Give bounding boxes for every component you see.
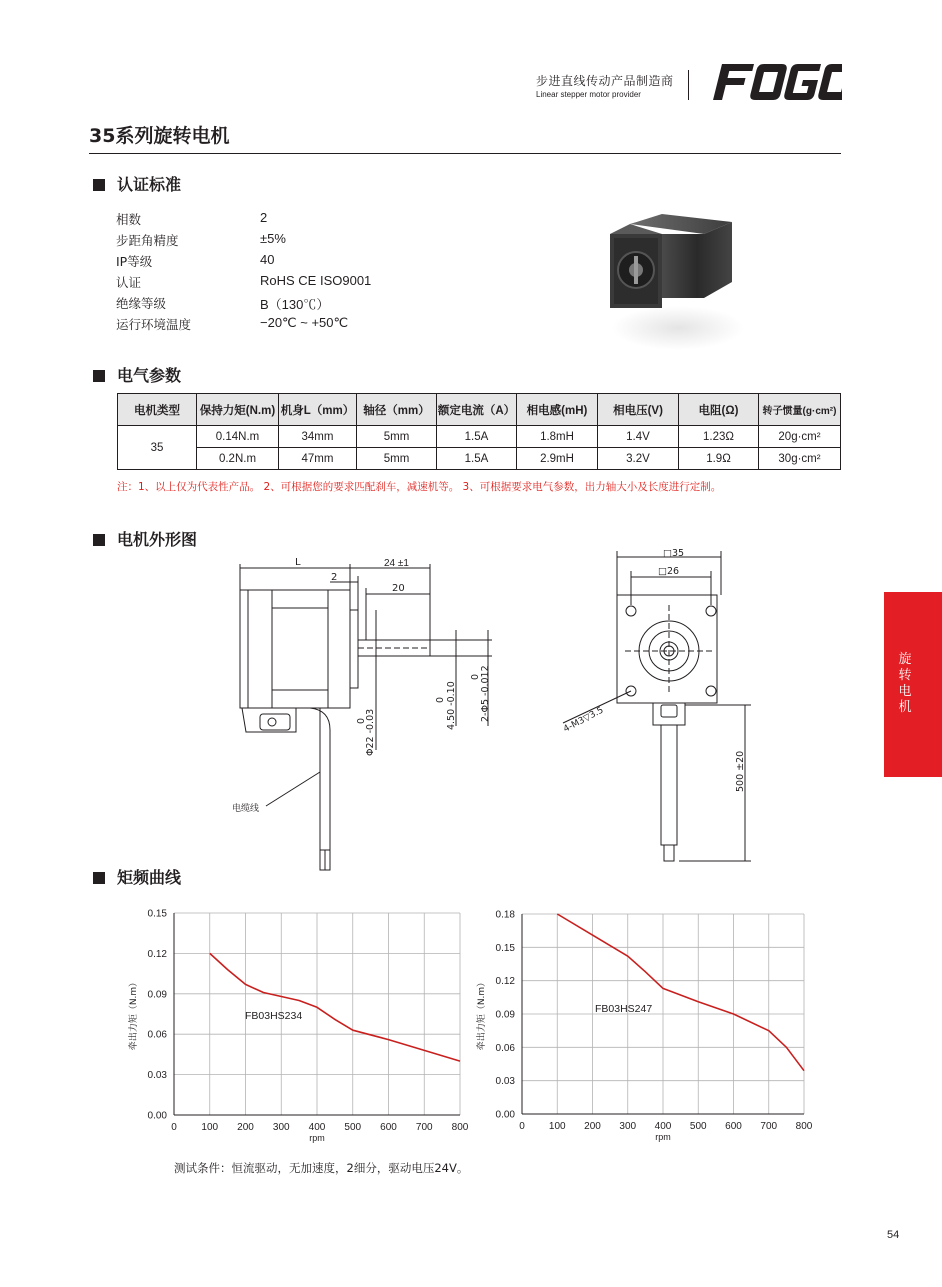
x-tick-label: 600	[725, 1121, 742, 1132]
y-tick-label: 0.00	[147, 1110, 167, 1122]
y-axis-title: 牵出力矩（N.m）	[477, 977, 487, 1051]
x-tick-label: 800	[795, 1121, 813, 1132]
table-cell: 20g·cm²	[759, 426, 841, 448]
y-tick-label: 0.00	[495, 1109, 515, 1121]
section-heading-electrical-text: 电气参数	[117, 366, 182, 385]
dim-label-35: □35	[663, 548, 685, 559]
test-conditions: 测试条件：恒流驱动，无加速度，2细分，驱动电压24V。	[174, 1161, 469, 1175]
electrical-note: 注：1、以上仅为代表性产品。 2、可根据您的要求匹配刹车，减速机等。 3、可根据要求电气参数，出力轴大小及长度进行定制。	[117, 481, 722, 493]
y-tick-label: 0.12	[147, 948, 167, 960]
spec-label-certification: 认证	[116, 275, 142, 290]
x-tick-label: 200	[584, 1121, 601, 1132]
section-heading-curves	[93, 865, 181, 888]
table-cell: 0.14N.m	[197, 426, 279, 448]
y-tick-label: 0.09	[147, 989, 167, 1001]
torque-chart-fb03hs247	[470, 902, 830, 1152]
y-tick-label: 0.06	[495, 1042, 515, 1054]
header-divider	[688, 70, 689, 100]
section-heading-outline	[93, 527, 197, 550]
table-cell: 1.4V	[598, 426, 679, 448]
cable-label: 电缆线	[232, 804, 260, 814]
series-line	[210, 953, 460, 1061]
x-tick-label: 200	[237, 1122, 254, 1133]
table-cell: 3.2V	[598, 448, 679, 470]
section-heading-outline-text: 电机外形图	[117, 530, 198, 549]
table-header-cell: 机身L（mm）	[279, 394, 357, 426]
x-tick-label: 100	[201, 1122, 219, 1133]
section-heading-cert-text: 认证标准	[117, 175, 182, 194]
x-axis-title: rpm	[309, 1133, 325, 1143]
table-cell: 1.8mH	[517, 426, 598, 448]
dim-label-shaft: 2-Φ5 -0.012	[480, 665, 491, 722]
table-header-cell: 额定电流（A）	[437, 394, 517, 426]
square-bullet-icon	[93, 872, 105, 884]
section-heading-electrical	[93, 363, 181, 386]
dim-label-holes: 4-M3▽3.5	[562, 705, 606, 735]
dim-label-L: L	[295, 557, 301, 568]
x-tick-label: 700	[760, 1121, 778, 1132]
table-row	[118, 426, 841, 448]
y-tick-label: 0.18	[495, 909, 515, 921]
x-axis-title: rpm	[655, 1132, 671, 1142]
spec-label-insulation: 绝缘等级	[116, 296, 167, 311]
motor-product-image	[600, 212, 748, 354]
section-heading-curves-text: 矩频曲线	[117, 868, 182, 887]
spec-label-phases: 相数	[116, 212, 142, 227]
table-cell: 1.23Ω	[679, 426, 759, 448]
x-tick-label: 100	[548, 1121, 566, 1132]
table-header-cell: 相电感(mH)	[517, 394, 598, 426]
spec-value-certification: RoHS CE ISO9001	[260, 273, 372, 288]
y-tick-label: 0.06	[147, 1029, 167, 1041]
table-cell: 5mm	[357, 448, 437, 470]
table-header-cell: 轴径（mm）	[357, 394, 437, 426]
torque-chart-fb03hs234	[100, 900, 480, 1150]
table-header-cell: 保持力矩(N.m)	[197, 394, 279, 426]
section-heading-cert	[93, 172, 181, 195]
dim-label-shaft-tol: 0	[470, 673, 481, 680]
spec-label-step-accuracy: 步距角精度	[116, 233, 179, 248]
brand-tagline-en: Linear stepper motor provider	[536, 90, 641, 99]
x-tick-label: 0	[171, 1122, 177, 1133]
electrical-params-table	[117, 393, 841, 470]
table-cell: 5mm	[357, 426, 437, 448]
dim-label-20: 20	[392, 583, 405, 594]
table-cell: 47mm	[279, 448, 357, 470]
table-header-cell: 转子惯量(g·cm²)	[759, 394, 841, 426]
table-cell: 1.5A	[437, 426, 517, 448]
x-tick-label: 500	[689, 1121, 707, 1132]
category-side-tab-label: 旋转电机	[898, 652, 912, 715]
front-view-drawing	[555, 545, 755, 865]
table-header-cell: 相电压(V)	[598, 394, 679, 426]
dim-label-26: □26	[658, 566, 680, 577]
series-label: FB03HS247	[595, 1003, 653, 1015]
spec-value-ip-rating: 40	[260, 252, 275, 267]
brand-tagline-cn: 步进直线传动产品制造商	[536, 74, 674, 88]
table-cell: 1.9Ω	[679, 448, 759, 470]
x-tick-label: 300	[272, 1122, 290, 1133]
spec-label-ambient-temp: 运行环境温度	[116, 317, 192, 332]
table-cell: 1.5A	[437, 448, 517, 470]
spec-value-step-accuracy: ±5%	[260, 231, 286, 246]
series-label: FB03HS234	[245, 1010, 303, 1022]
y-tick-label: 0.12	[495, 976, 515, 988]
dim-label-boss-tol: 0	[356, 717, 367, 724]
y-tick-label: 0.15	[147, 908, 167, 920]
y-tick-label: 0.03	[147, 1070, 167, 1082]
spec-value-phases: 2	[260, 210, 268, 225]
y-axis-title: 牵出力矩（N.m）	[129, 977, 139, 1051]
x-tick-label: 400	[308, 1122, 326, 1133]
x-tick-label: 300	[619, 1121, 637, 1132]
dim-label-flat: 4.50 -0.10	[446, 681, 457, 730]
x-tick-label: 700	[415, 1122, 433, 1133]
square-bullet-icon	[93, 370, 105, 382]
page-number: 54	[887, 1229, 900, 1241]
spec-value-ambient-temp: −20℃ ~ +50℃	[260, 315, 349, 330]
square-bullet-icon	[93, 179, 105, 191]
fogo-logo	[706, 56, 842, 108]
x-tick-label: 400	[654, 1121, 672, 1132]
table-cell-motor-type: 35	[118, 426, 197, 470]
x-tick-label: 600	[380, 1122, 397, 1133]
table-cell: 2.9mH	[517, 448, 598, 470]
y-tick-label: 0.15	[495, 942, 515, 954]
dim-label-flat-tol: 0	[435, 696, 446, 703]
dim-label-cable-length: 500 ±20	[735, 750, 746, 792]
y-tick-label: 0.03	[495, 1076, 515, 1088]
table-cell: 30g·cm²	[759, 448, 841, 470]
y-tick-label: 0.09	[495, 1009, 515, 1021]
table-cell: 0.2N.m	[197, 448, 279, 470]
x-tick-label: 500	[344, 1122, 362, 1133]
table-cell: 34mm	[279, 426, 357, 448]
x-tick-label: 0	[519, 1121, 525, 1132]
spec-value-insulation: B（130℃）	[260, 297, 330, 312]
dim-label-2: 2	[331, 572, 338, 583]
page-title: 35系列旋转电机	[89, 125, 230, 147]
spec-label-ip-rating: IP等级	[116, 254, 153, 269]
title-rule	[89, 153, 841, 154]
dim-label-24: 24 ±1	[384, 558, 409, 569]
table-header-cell: 电阻(Ω)	[679, 394, 759, 426]
square-bullet-icon	[93, 534, 105, 546]
table-row	[118, 448, 841, 470]
table-header-cell: 电机类型	[118, 394, 197, 426]
table-header-row	[118, 394, 841, 426]
logo-lettering	[713, 64, 842, 100]
dim-label-boss: Φ22 -0.03	[365, 708, 376, 756]
x-tick-label: 800	[451, 1122, 469, 1133]
